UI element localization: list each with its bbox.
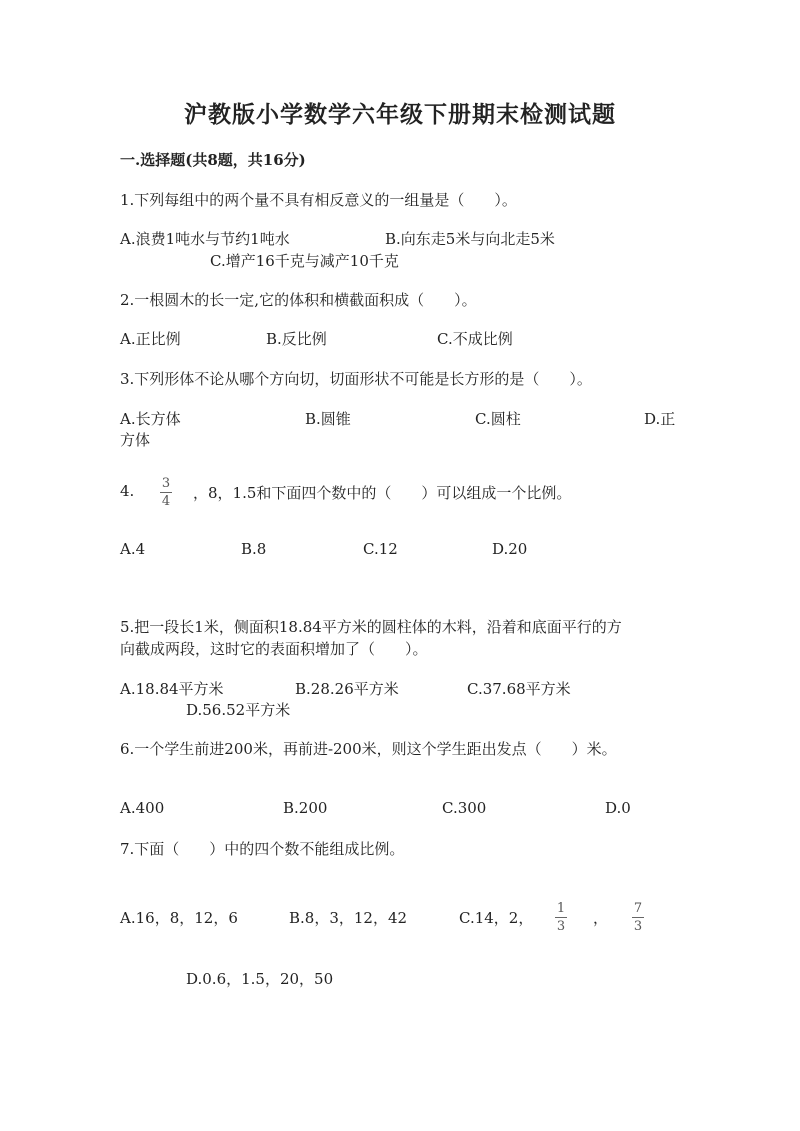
q4-fraction-denominator: 4 — [161, 494, 171, 509]
q7-fraction-1-denominator: 3 — [556, 919, 566, 934]
question-6-stem: 6.一个学生前进200米，再前进-200米，则这个学生距出发点（ ）米。 — [120, 740, 617, 758]
q4-fraction — [160, 476, 172, 509]
section-heading: 一.选择题(共8题，共16分) — [120, 151, 306, 169]
q6-option-b: B.200 — [283, 799, 328, 817]
question-7-stem: 7.下面（ ）中的四个数不能组成比例。 — [120, 840, 405, 858]
q7-option-c-fraction-2 — [632, 901, 644, 934]
q7-fraction-2-denominator: 3 — [633, 919, 643, 934]
q6-option-a: A.400 — [120, 799, 165, 817]
q4-fraction-bar — [160, 492, 172, 493]
q7-fraction-2-numerator: 7 — [633, 901, 643, 916]
q7-option-d: D.0.6，1.5，20，50 — [186, 970, 334, 988]
q5-option-c: C.37.68平方米 — [467, 680, 571, 698]
q3-option-c: C.圆柱 — [475, 410, 521, 428]
q5-option-a: A.18.84平方米 — [120, 680, 224, 698]
q2-option-b: B.反比例 — [266, 330, 327, 348]
q1-option-c: C.增产16千克与减产10千克 — [210, 252, 399, 270]
question-3-stem: 3.下列形体不论从哪个方向切，切面形状不可能是长方形的是（ ）。 — [120, 370, 592, 388]
q7-option-b: B.8，3，12，42 — [289, 909, 408, 927]
q7-option-c: C.14，2， — [459, 909, 534, 927]
q7-fraction-1-bar — [555, 917, 567, 918]
question-1-stem: 1.下列每组中的两个量不具有相反意义的一组量是（ ）。 — [120, 191, 517, 209]
q1-option-a: A.浪费1吨水与节约1吨水 — [120, 230, 290, 248]
q7-fraction-1-numerator: 1 — [556, 901, 566, 916]
q6-option-c: C.300 — [442, 799, 487, 817]
q2-option-a: A.正比例 — [120, 330, 181, 348]
q4-option-c: C.12 — [363, 540, 398, 558]
q6-option-d: D.0 — [605, 799, 631, 817]
question-2-stem: 2.一根圆木的长一定,它的体积和横截面积成（ ）。 — [120, 291, 477, 309]
question-5-stem-line-2: 向截成两段，这时它的表面积增加了（ ）。 — [120, 640, 428, 658]
q4-option-b: B.8 — [241, 540, 267, 558]
q5-option-d: D.56.52平方米 — [186, 701, 291, 719]
q5-option-b: B.28.26平方米 — [295, 680, 399, 698]
q7-option-c-separator: ， — [593, 909, 609, 927]
q3-option-d-continued: 方体 — [120, 431, 151, 449]
question-5-stem-line-1: 5.把一段长1米，侧面积18.84平方米的圆柱体的木料，沿着和底面平行的方 — [120, 618, 622, 636]
q4-option-a: A.4 — [120, 540, 146, 558]
q3-option-a: A.长方体 — [120, 410, 181, 428]
question-4-stem: ，8，1.5和下面四个数中的（ ）可以组成一个比例。 — [193, 484, 572, 502]
q4-fraction-numerator: 3 — [161, 476, 171, 491]
q7-option-c-fraction-1 — [555, 901, 567, 934]
q4-option-d: D.20 — [492, 540, 528, 558]
q3-option-d: D.正 — [644, 410, 676, 428]
q2-option-c: C.不成比例 — [437, 330, 513, 348]
q3-option-b: B.圆锥 — [305, 410, 351, 428]
q7-option-a: A.16，8，12，6 — [120, 909, 238, 927]
q7-fraction-2-bar — [632, 917, 644, 918]
q1-option-b: B.向东走5米与向北走5米 — [385, 230, 555, 248]
question-4-number: 4. — [120, 482, 135, 500]
page-title: 沪教版小学数学六年级下册期末检测试题 — [184, 101, 616, 128]
